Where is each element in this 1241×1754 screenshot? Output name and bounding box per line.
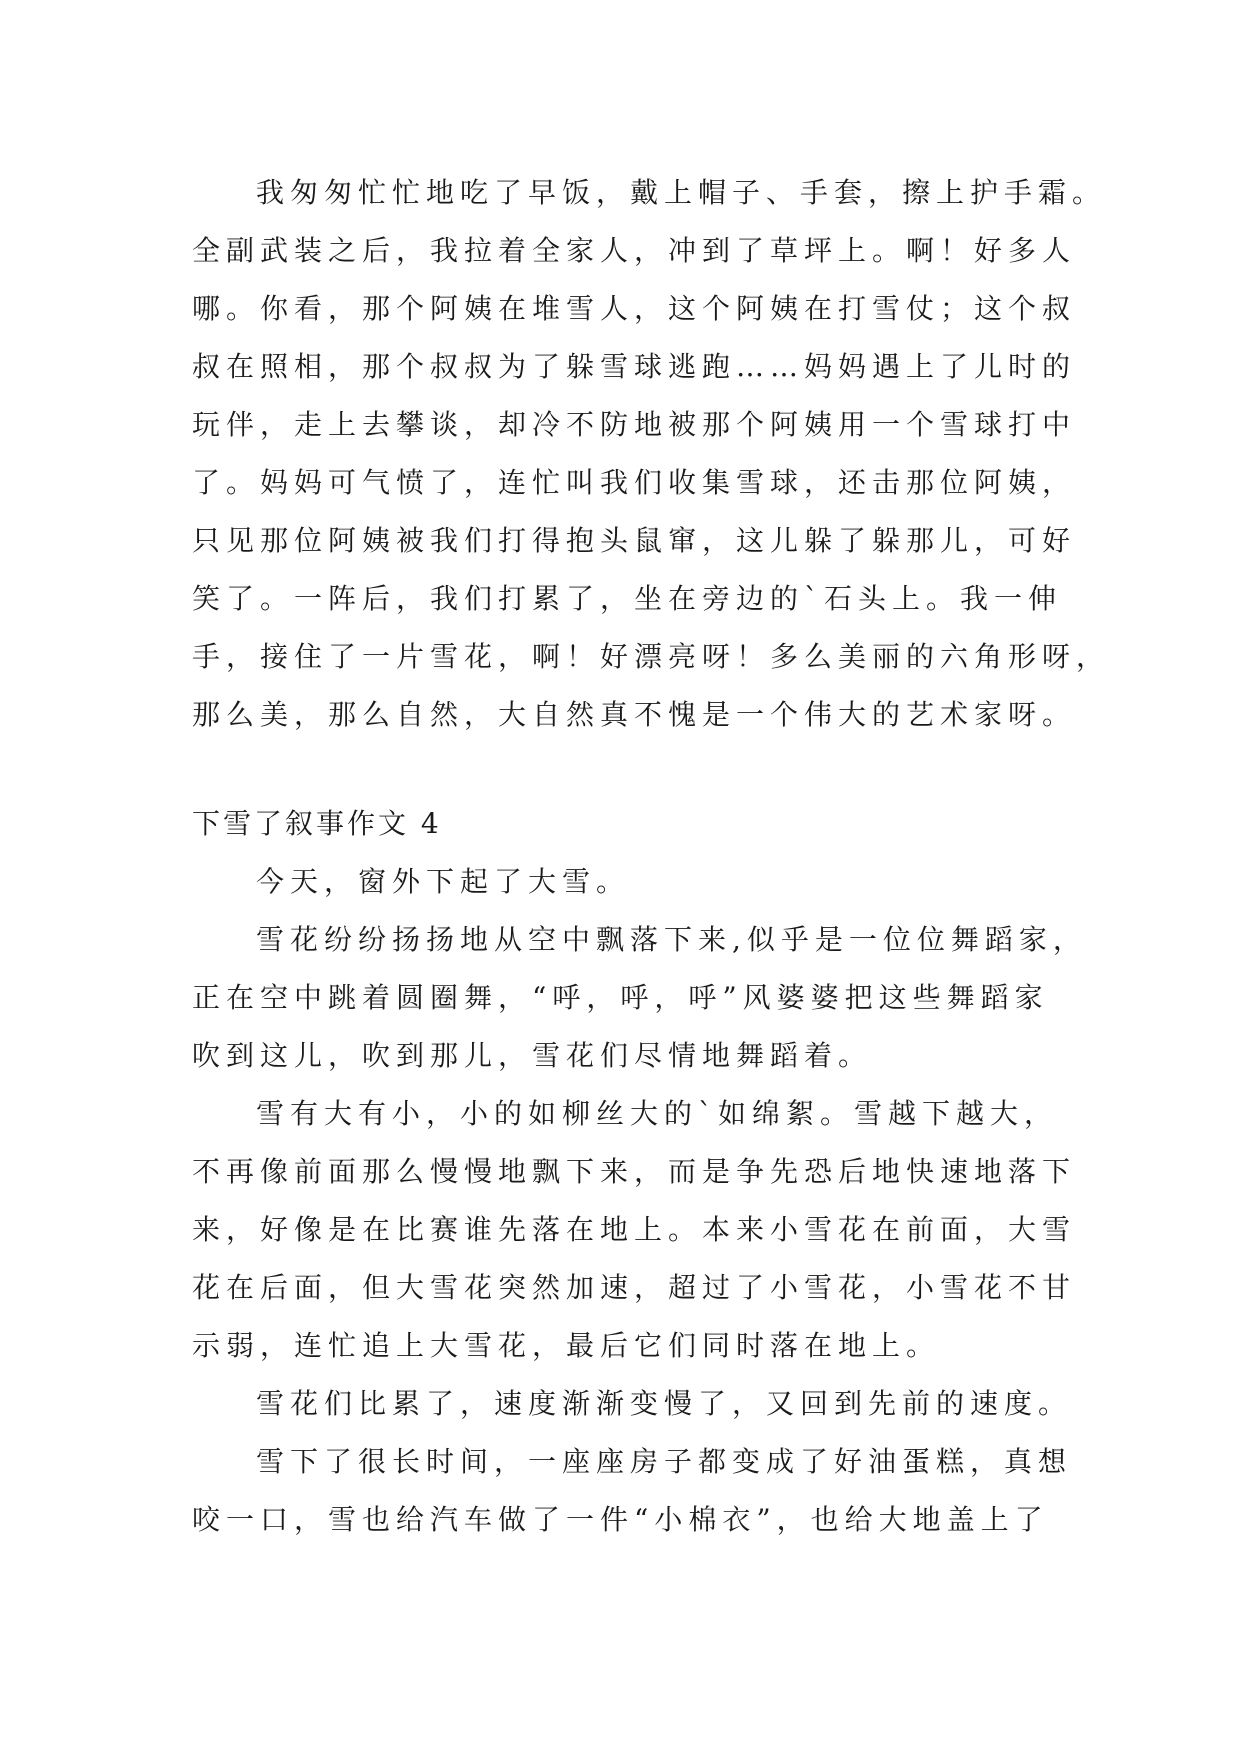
text-line: 叔在照相，那个叔叔为了躲雪球逃跑……妈妈遇上了儿时的: [192, 350, 1077, 383]
text-line: 笑了。一阵后，我们打累了，坐在旁边的`石头上。我一伸: [192, 582, 1063, 615]
text-line: 只见那位阿姨被我们打得抱头鼠窜，这儿躲了躲那儿，可好: [192, 524, 1077, 557]
paragraph-snowball-fight: [192, 164, 1111, 744]
text-line: 雪花们比累了，速度渐渐变慢了，又回到先前的速度。: [256, 1387, 1073, 1420]
text-line: 雪有大有小，小的如柳丝大的`如绵絮。雪越下越大，: [256, 1097, 1059, 1130]
text-line: 不再像前面那么慢慢地飘下来，而是争先恐后地快速地落下: [192, 1155, 1077, 1188]
text-line: 花在后面，但大雪花突然加速，超过了小雪花，小雪花不甘: [192, 1271, 1077, 1304]
text-line: 哪。你看，那个阿姨在堆雪人，这个阿姨在打雪仗；这个叔: [192, 292, 1077, 325]
text-line: 那么美，那么自然，大自然真不愧是一个伟大的艺术家呀。: [192, 698, 1077, 731]
text-line: 吹到这儿，吹到那儿，雪花们尽情地舞蹈着。: [192, 1039, 873, 1072]
text-line: 雪下了很长时间，一座座房子都变成了好油蛋糕，真想: [256, 1445, 1073, 1478]
section-title: 下雪了叙事作文 4: [192, 807, 442, 840]
text-line: 咬一口，雪也给汽车做了一件“小棉衣”，也给大地盖上了: [192, 1503, 1049, 1536]
text-line: 全副武装之后，我拉着全家人，冲到了草坪上。啊！好多人: [192, 234, 1077, 267]
text-line: 正在空中跳着圆圈舞，“呼，呼，呼”风婆婆把这些舞蹈家: [192, 981, 1049, 1014]
text-line: 我匆匆忙忙地吃了早饭，戴上帽子、手套，擦上护手霜。: [256, 176, 1107, 209]
text-line: 雪花纷纷扬扬地从空中飘落下来,似乎是一位位舞蹈家，: [256, 923, 1087, 956]
text-line: 来，好像是在比赛谁先落在地上。本来小雪花在前面，大雪: [192, 1213, 1077, 1246]
text-line: 了。妈妈可气愤了，连忙叫我们收集雪球，还击那位阿姨，: [192, 466, 1077, 499]
essay-section-4: [192, 795, 1087, 1549]
text-line: 手，接住了一片雪花，啊！好漂亮呀！多么美丽的六角形呀，: [192, 640, 1111, 673]
text-line: 玩伴，走上去攀谈，却冷不防地被那个阿姨用一个雪球打中: [192, 408, 1077, 441]
text-line: 示弱，连忙追上大雪花，最后它们同时落在地上。: [192, 1329, 941, 1362]
text-line: 今天，窗外下起了大雪。: [256, 865, 631, 898]
